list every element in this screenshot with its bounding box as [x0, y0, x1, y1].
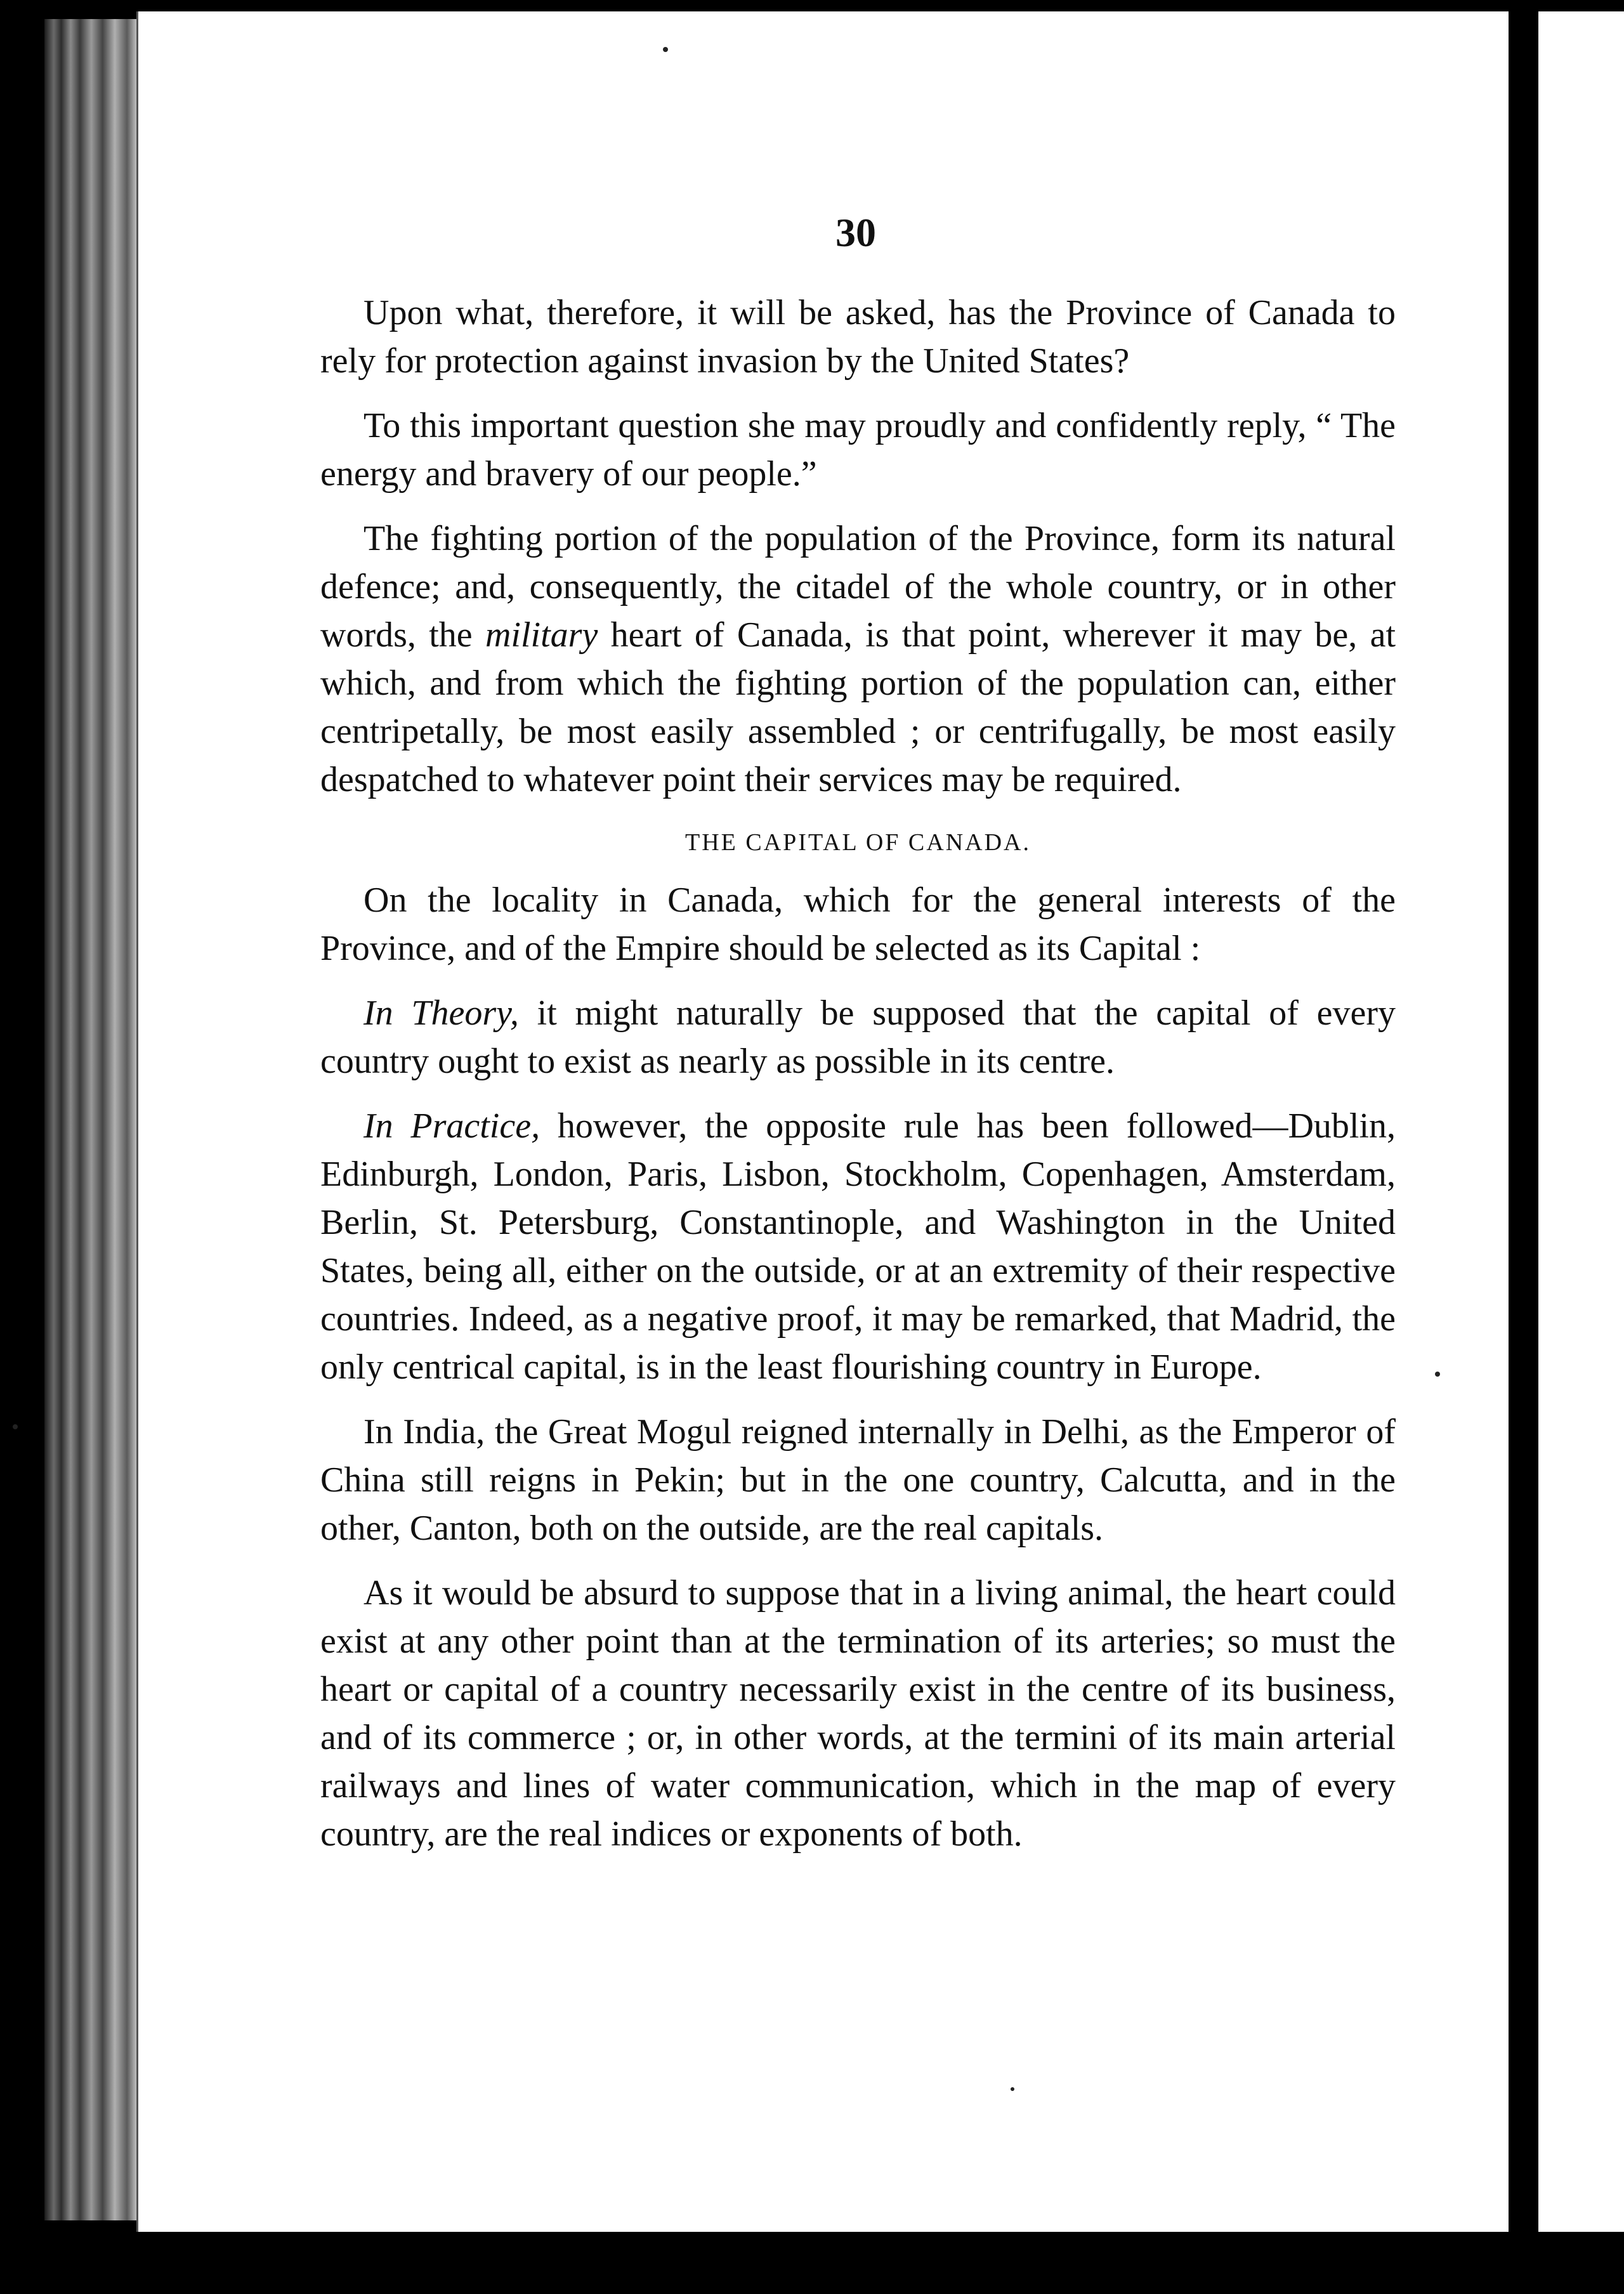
section-heading: THE CAPITAL OF CANADA. [685, 829, 1031, 856]
paragraph [320, 402, 1396, 498]
paragraph [320, 1102, 1396, 1391]
paragraph [320, 1408, 1396, 1552]
text-run: however, the opposite rule has been followed—Dublin, Edinburgh, London, Paris, Lisbon, Stockholm, Copenhagen, Amsterdam, Berlin, St. Petersburg, Constantinople, and Washington in the United States, being all, either on the outside, or at an extremity of their respective countries. Indeed, as a negative proof, it may be remarked, that Madrid, the only centrical capital, is in the least flourishing country in Europe. [320, 1106, 1396, 1387]
paragraph [320, 876, 1396, 973]
paragraph [320, 1569, 1396, 1858]
book-spine [44, 19, 138, 2220]
italic-text: In Theory, [363, 993, 519, 1033]
text-run: Upon what, therefore, it will be asked, has the Province of Canada to rely for protection against invasion by the United States? [320, 293, 1396, 381]
paragraphs-before-heading [320, 289, 1396, 804]
text-run: On the locality in Canada, which for the general interests of the Province, and of the Empire should be selected as its Capital : [320, 881, 1396, 968]
text-run: As it would be absurd to suppose that in a living animal, the heart could exist at any other point than at the termination of its arteries; so must the heart or capital of a country necessarily exist in the centre of its business, and of its commerce ; or, in other words, at the termini of its main arterial railways and lines of water communication, which in the map of every country, are the real indices or exponents of both. [320, 1573, 1396, 1854]
facing-page-edge [1538, 11, 1624, 2232]
ink-speck [663, 47, 668, 52]
ink-speck [1011, 2087, 1014, 2091]
text-run: The fighting portion of the population of the Province, form its natural defence; and, consequently, the citadel of the whole country, or in other words, the [320, 519, 1396, 655]
paragraphs-after-heading [320, 876, 1396, 1858]
page-number: 30 [835, 210, 876, 255]
ink-speck [13, 1424, 18, 1429]
text-run: it might naturally be supposed that the capital of every country ought to exist as nearly as possible in its centre. [320, 993, 1396, 1081]
text-run: In India, the Great Mogul reigned internally in Delhi, as the Emperor of China still reigns in Pekin; but in the one country, Calcutta, and in the other, Canton, both on the outside, are the real capitals. [320, 1412, 1396, 1548]
paragraph [320, 289, 1396, 385]
italic-text: In Practice, [363, 1106, 540, 1146]
paragraph [320, 515, 1396, 804]
text-run: heart of Canada, is that point, wherever it may be, at which, and from which the fighting portion of the population can, either centripetally, be most easily assembled ; or centrifugally, be most easily despatched to whatever point their services may be required. [320, 615, 1396, 799]
text-run: To this important question she may proudly and confidently reply, “ The energy and bravery of our people.” [320, 406, 1396, 494]
ink-speck [1435, 1372, 1440, 1377]
body-text [320, 289, 1396, 1875]
italic-text: military [485, 615, 598, 655]
paragraph [320, 989, 1396, 1085]
